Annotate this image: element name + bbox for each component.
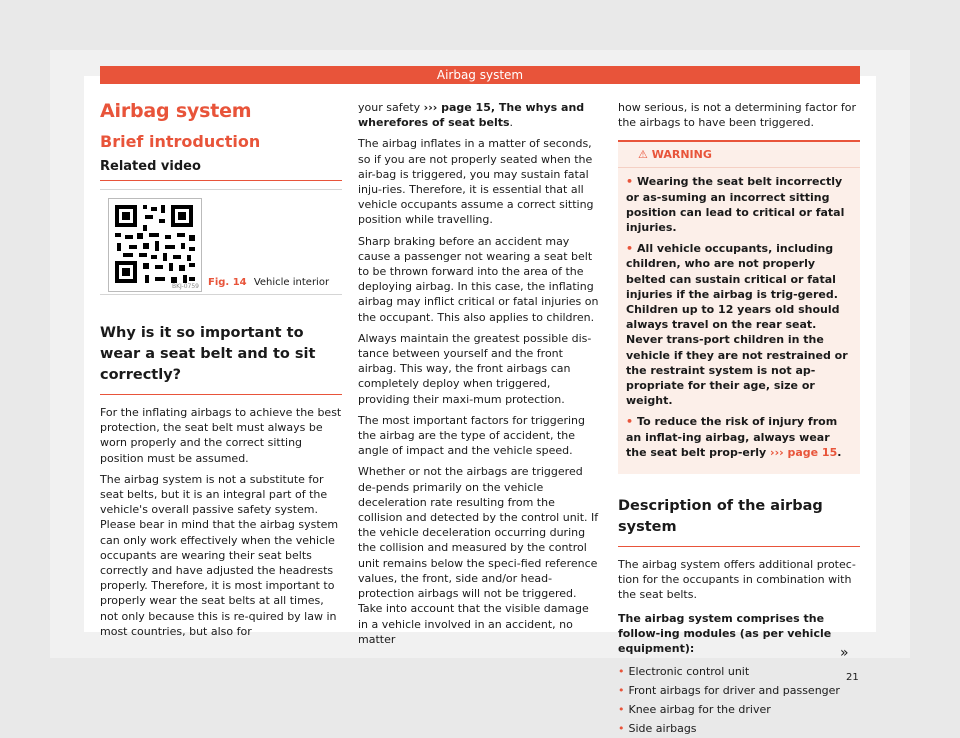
warning-header [618,142,860,168]
list-item-text: Knee airbag for the driver [628,703,771,717]
list-item [618,719,860,738]
warning-item [626,174,852,235]
paragraph: how serious, is not a determining factor for the airbags to have been triggered. [618,101,856,130]
warning-item [626,414,852,460]
video-heading: Related video [100,159,201,174]
page-number: 21 [846,672,859,683]
list-item [618,681,860,700]
column-2 [358,100,600,653]
bullet-icon: • [618,722,625,736]
paragraph: The airbag system is not a substitute for seat belts, but it is an integral part of the vehicle's overall passive safety system. Please bear in mind that the airbag system can only work effectively when the vehicle occupants are wearing their seat belts correctly and have adjusted the headrests properly. Therefore, it is most important to properly wear the seat belts at all times, not only because this is re-quired by law in most countries, but also for [100,472,339,638]
text: . [837,445,842,459]
paragraph: The airbag inflates in a matter of seconds, so if you are not properly seated when the air-bag is triggered, you may sustain fatal inju-ries. Therefore, it is essential that all vehicle occupants assume a correct sitting position while travelling. [358,137,594,227]
paragraph: For the inflating airbags to achieve the best protection, the seat belt must always be worn properly and the correct sitting position must be assumed. [100,406,342,465]
figure-caption-text: Vehicle interior [253,277,330,288]
paragraph: The most important factors for triggering the airbag are the type of accident, the angle of impact and the vehicle speed. [358,413,586,458]
page-reference-link[interactable]: ››› page 15 [770,445,838,459]
paragraph: Always maintain the greatest possible dis-tance between yourself and the front airbag. This way, the front airbags can completely deploy when triggered, providing their maxi-mum protection. [358,331,592,406]
module-list [618,662,860,738]
column-3 [618,100,860,738]
figure-caption [208,277,329,288]
warning-triangle-icon: ⚠ [638,148,648,162]
warning-box [618,140,860,474]
bullet-icon: • [626,175,634,189]
list-item-text: Side airbags [628,722,697,736]
section-rule [618,546,860,547]
section-rule [100,394,342,395]
running-header: Airbag system [100,66,860,84]
section-heading: Why is it so important to wear a seat belt and to sit correctly? [100,325,316,383]
bullet-icon: • [618,665,625,679]
figure [100,189,342,295]
page-reference-link[interactable]: ››› page 15, The whys and wherefores of seat belts [358,101,585,130]
list-heading: The airbag system comprises the follow-ing modules (as per vehicle equipment): [618,611,832,656]
list-item [618,662,860,681]
paragraph: Whether or not the airbags are triggered de-pends primarily on the vehicle deceleration rate resulting from the collision and detected by the control unit. If the vehicle deceleration occurring during the collision and measured by the control unit remains below the speci-fied reference values, the front, side and/or head-protection airbags will not be triggered. Take into account that the visible damage in a vehicle involved in an accident, no matter [358,465,599,646]
list-item [618,700,860,719]
list-item-text: Front airbags for driver and passenger [628,684,840,698]
paragraph: Sharp braking before an accident may cause a passenger not wearing a seat belt to be thrown forward into the area of the deploying airbag. In this case, the inflating airbag may inflict critical or fatal injuries on the occupant. This also applies to children. [358,234,599,324]
text: your safety [358,101,424,114]
figure-number: Fig. 14 [208,277,247,288]
list-item-text: Electronic control unit [628,665,750,679]
warning-text: To reduce the risk of injury from an inflat-ing airbag, always wear the seat belt prop-erly [626,415,838,459]
warning-label: WARNING [651,148,712,162]
paragraph: The airbag system offers additional protec-tion for the occupants in combination with the seat belts. [618,558,856,602]
bullet-icon: • [626,415,634,429]
paragraph-with-link [358,100,600,130]
warning-item [626,241,852,408]
bullet-icon: • [618,684,625,698]
qr-code-icon [109,199,201,291]
continue-arrow-icon: » [840,645,849,661]
heading-rule [100,180,342,181]
text: . [509,116,514,130]
chapter-title: Airbag system [100,100,252,122]
warning-text: All vehicle occupants, including children, who are not properly belted can sustain critical or fatal injuries if the airbag is trig-gered. Children up to 12 years old should always travel on the rear seat. Never trans-port children in the vehicle if they are not restrained or the restraint system is not ap-propriate for their age, size or weight. [626,242,848,408]
section-heading: Description of the airbag system [618,498,823,536]
figure-code: BKJ-0759 [171,283,199,290]
qr-code-image[interactable] [108,198,202,292]
bullet-icon: • [626,242,634,256]
warning-text: Wearing the seat belt incorrectly or as-suming an incorrect sitting position can lead to critical or fatal injuries. [626,175,845,235]
section-subtitle: Brief introduction [100,132,261,151]
bullet-icon: • [618,703,625,717]
column-1 [100,96,342,645]
